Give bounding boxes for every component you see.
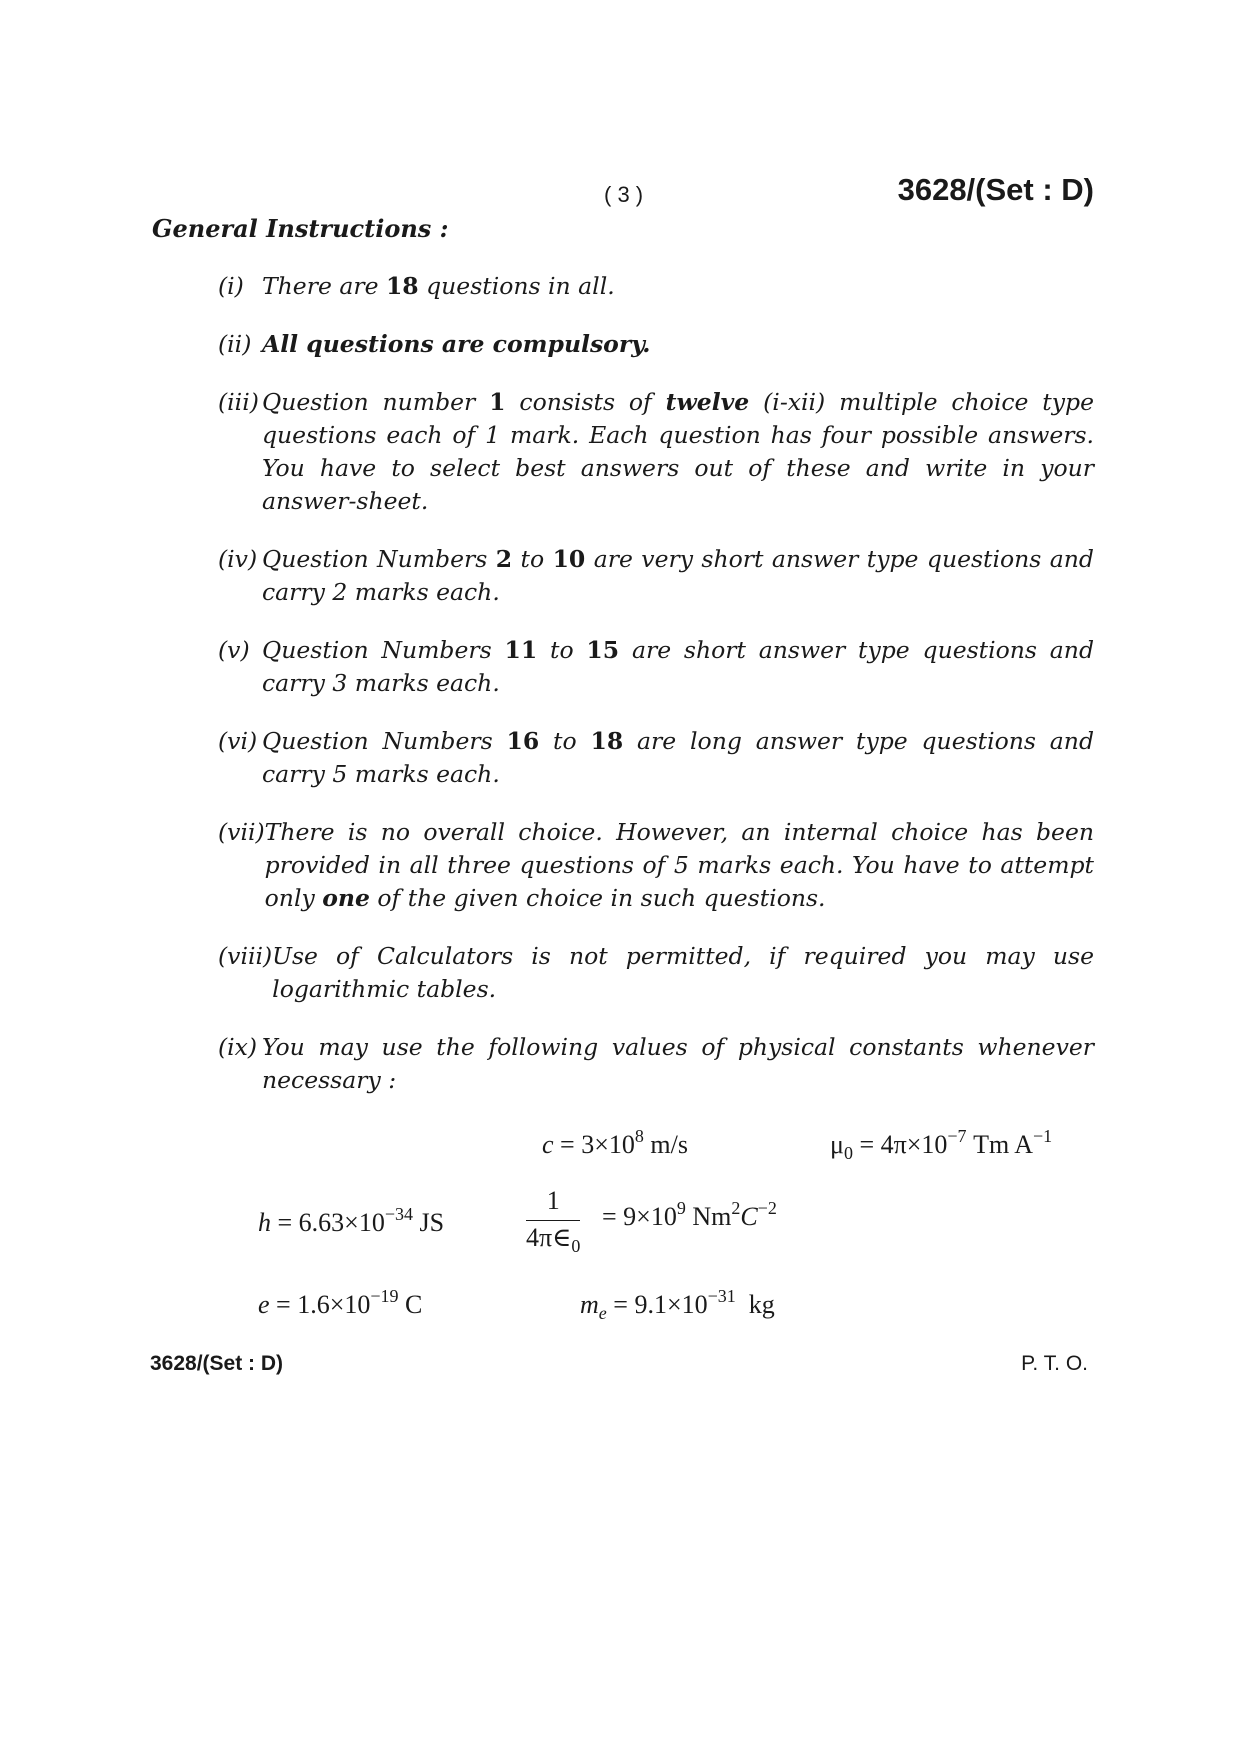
instruction-item: [218, 270, 1094, 303]
instruction-number: (i): [218, 272, 244, 300]
instruction-number: (ii): [218, 330, 252, 358]
coulomb-constant-fraction: $\frac{1}{4\pi\in_0}$: [526, 1186, 581, 1256]
paper-code-footer: 3628/(Set : D): [150, 1352, 284, 1375]
constant-electron-mass: $m_e = 9.1\times 10^{-31}$ kg: [580, 1286, 775, 1323]
instruction-item: [218, 634, 1094, 700]
instruction-text: Question Numbers 11 to 15 are short answer type questions and carry 3 marks each.: [262, 636, 1094, 697]
instructions-list: [218, 270, 1094, 1122]
instruction-item: [218, 725, 1094, 791]
please-turn-over: P. T. O.: [1021, 1352, 1088, 1375]
constant-electron-charge: $e = 1.6\times 10^{-19}$ C: [258, 1286, 423, 1319]
instruction-number: (vii): [218, 818, 265, 846]
instruction-text: There is no overall choice. However, an internal choice has been provided in all three questions of 5 marks each. You have to attempt only one of the given choice in such questions.: [264, 818, 1094, 912]
emphasis: 11: [504, 636, 538, 664]
page-number: ( 3 ): [604, 182, 644, 207]
instruction-item: [218, 816, 1094, 915]
constant-speed-of-light: $c = 3\times 10^8$ m/s: [542, 1126, 688, 1159]
instruction-number: (ix): [218, 1033, 258, 1061]
instruction-number: (v): [218, 636, 250, 664]
emphasis: 18: [590, 727, 624, 755]
constant-coulomb: = $9\times 10^9$ $Nm^2C^{-2}$: [602, 1198, 777, 1231]
instruction-text: Question Numbers 2 to 10 are very short answer type questions and carry 2 marks each.: [262, 545, 1094, 606]
emphasis: 10: [552, 545, 586, 573]
constant-planck: $h = 6.63\times 10^{-34}$ JS: [258, 1204, 445, 1237]
instruction-number: (vi): [218, 727, 258, 755]
instruction-text: [262, 328, 1094, 361]
instruction-text: There are 18 questions in all.: [262, 272, 615, 300]
instruction-text: Use of Calculators is not permitted, if required you may use logarithmic tables.: [272, 942, 1094, 1003]
emphasis: one: [322, 884, 370, 912]
paper-code-header: 3628/(Set : D): [897, 172, 1094, 207]
instruction-number: (iv): [218, 545, 258, 573]
instruction-text: You may use the following values of physical constants whenever necessary :: [262, 1033, 1094, 1094]
emphasis: twelve: [665, 388, 750, 416]
emphasis: 16: [506, 727, 540, 755]
emphasis: All questions are compulsory.: [262, 330, 651, 358]
instruction-text: Question Numbers 16 to 18 are long answer type questions and carry 5 marks each.: [262, 727, 1094, 788]
instruction-number: (viii): [218, 942, 273, 970]
emphasis: 15: [586, 636, 620, 664]
instruction-item: [218, 1031, 1094, 1097]
instruction-item: [218, 940, 1094, 1006]
emphasis: 18: [385, 272, 419, 300]
instruction-item: [218, 328, 1094, 361]
general-instructions-title: General Instructions :: [152, 214, 449, 243]
constant-permeability: $\mu_0 = 4\pi\times 10^{-7}$ Tm $A^{-1}$: [830, 1126, 1053, 1163]
instruction-number: (iii): [218, 388, 259, 416]
instruction-item: [218, 386, 1094, 518]
instruction-item: [218, 543, 1094, 609]
emphasis: 2: [495, 545, 513, 573]
instruction-text: Question number 1 consists of twelve (i-xii) multiple choice type questions each of 1 mark. Each question has four possible answers. You have to select best answers out of these and write in your answer-sheet.: [262, 388, 1094, 515]
emphasis: 1: [489, 388, 506, 416]
